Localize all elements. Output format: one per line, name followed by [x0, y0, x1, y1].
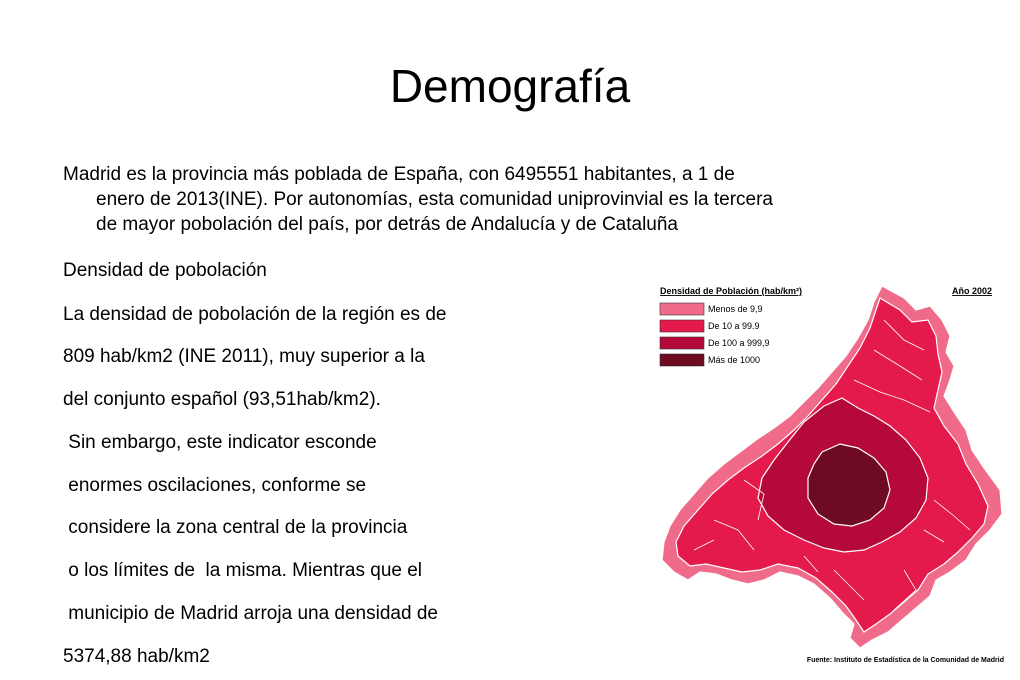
- body-line: municipio de Madrid arroja una densidad de: [63, 603, 438, 624]
- body-line: 5374,88 hab/km2: [63, 646, 210, 667]
- map-year: Año 2002: [952, 286, 993, 296]
- population-density-map: [654, 280, 1010, 672]
- body-line: o los límites de la misma. Mientras que el: [63, 560, 423, 581]
- legend: [660, 303, 770, 366]
- body-line: del conjunto español (93,51hab/km2).: [63, 389, 381, 410]
- legend-label: De 100 a 999,9: [708, 338, 770, 348]
- intro-paragraph: [63, 162, 963, 237]
- legend-swatch: [660, 354, 704, 366]
- intro-line-1: Madrid es la provincia más poblada de España, con 6495551 habitantes, a 1 de: [63, 164, 735, 185]
- legend-swatch: [660, 320, 704, 332]
- density-subheading: Densidad de pobolación: [63, 260, 267, 281]
- intro-line-2: enero de 2013(INE). Por autonomías, esta comunidad uniprovinvial es la tercera: [96, 189, 773, 210]
- legend-swatch: [660, 337, 704, 349]
- legend-label: Menos de 9,9: [708, 304, 763, 314]
- body-line: Sin embargo, este indicator esconde: [63, 432, 377, 453]
- body-line: considere la zona central de la provincia: [63, 517, 408, 538]
- map-source: Fuente: Instituto de Estadística de la Comunidad de Madrid: [806, 657, 1004, 664]
- map-graphic: [654, 280, 1010, 672]
- body-line: 809 hab/km2 (INE 2011), muy superior a la: [63, 346, 425, 367]
- intro-line-3: de mayor pobolación del país, por detrás de Andalucía y de Cataluña: [96, 214, 678, 235]
- legend-title: Densidad de Población (hab/km²): [660, 286, 803, 296]
- slide-title: Demografía: [389, 60, 631, 112]
- legend-label: Más de 1000: [708, 355, 761, 365]
- legend-swatch: [660, 303, 704, 315]
- body-line: La densidad de pobolación de la región es de: [63, 304, 447, 325]
- body-line: enormes oscilaciones, conforme se: [63, 475, 367, 496]
- legend-label: De 10 a 99.9: [708, 321, 760, 331]
